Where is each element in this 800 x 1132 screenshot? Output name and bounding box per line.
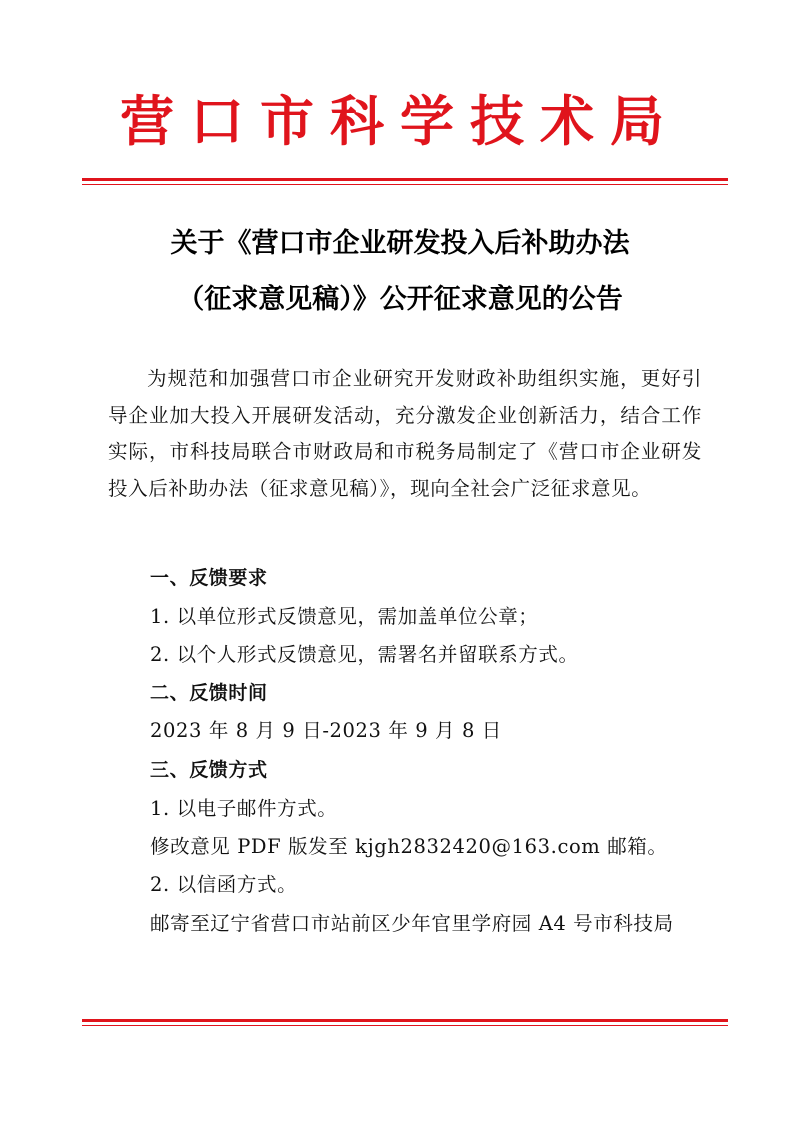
section-heading-requirements: 一、反馈要求	[150, 567, 268, 589]
requirement-item-1: 1. 以单位形式反馈意见，需加盖单位公章；	[150, 605, 539, 628]
footer-divider-thick	[82, 1019, 728, 1022]
method-item-email: 1. 以电子邮件方式。	[150, 797, 338, 820]
method-email-detail: 修改意见 PDF 版发至 kjgh2832420@163.com 邮箱。	[150, 835, 668, 858]
feedback-date-range: 2023 年 8 月 9 日-2023 年 9 月 8 日	[150, 719, 502, 742]
section-heading-method: 三、反馈方式	[150, 759, 268, 781]
document-title-line-2: （征求意见稿）》公开征求意见的公告	[177, 284, 623, 315]
intro-paragraph: 为规范和加强营口市企业研究开发财政补助组织实施，更好引导企业加大投入开展研发活动，充分激发企业创新活力，结合工作实际，市科技局联合市财政局和市税务局制定了《营口市企业研发投入后补助办法（征求意见稿）》，现向全社会广泛征求意见。	[108, 367, 702, 500]
header-divider-thick	[82, 178, 728, 181]
section-heading-time: 二、反馈时间	[150, 682, 268, 704]
method-letter-address: 邮寄至辽宁省营口市站前区少年官里学府园 A4 号市科技局	[150, 912, 674, 935]
intro-paragraph-block	[108, 361, 702, 507]
requirement-item-2: 2. 以个人形式反馈意见，需署名并留联系方式。	[150, 643, 579, 666]
footer-divider-thin	[82, 1025, 728, 1026]
header-divider-thin	[82, 184, 728, 185]
org-header-title: 营口市科学技术局	[120, 89, 680, 153]
method-item-letter: 2. 以信函方式。	[150, 873, 298, 896]
document-title-line-1: 关于《营口市企业研发投入后补助办法	[170, 228, 630, 259]
